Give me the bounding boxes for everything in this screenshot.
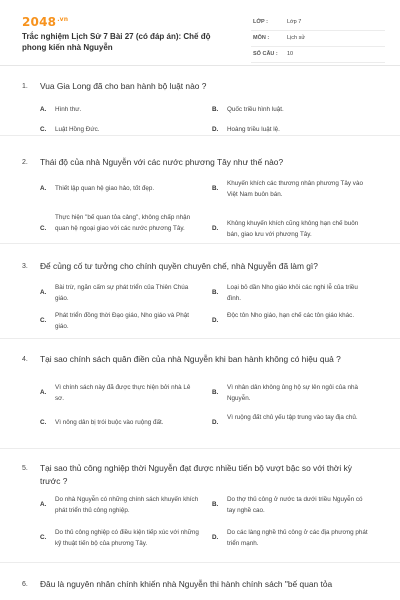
option-letter: A.: [40, 389, 47, 396]
option-letter: C.: [40, 534, 47, 541]
option-d[interactable]: [212, 218, 382, 240]
logo-text: 2048: [22, 15, 57, 29]
question-label: Đâu là nguyên nhân chính khiến nhà Nguyễn thi hành chính sách "bế quan tỏa: [40, 579, 333, 589]
site-logo[interactable]: [22, 15, 68, 29]
question-number: 6.: [22, 581, 28, 588]
logo-suffix: .vn: [57, 16, 69, 23]
option-a[interactable]: [40, 382, 200, 404]
option-d[interactable]: [212, 310, 382, 332]
option-text: Vì chính sách này đã được thực hiện bởi nhà Lê sơ.: [55, 384, 191, 402]
question-item: [0, 136, 400, 244]
option-letter: C.: [40, 225, 47, 232]
question-label: Tại sao chính sách quân điền của nhà Nguyễn khi ban hành không có hiệu quả ?: [40, 354, 341, 364]
option-letter: D.: [212, 317, 219, 324]
option-b[interactable]: [212, 178, 382, 200]
option-b[interactable]: [212, 494, 382, 516]
option-text: Hoàng triều luật lệ.: [227, 126, 280, 133]
option-a[interactable]: [40, 282, 200, 304]
question-item: [0, 66, 400, 136]
option-c[interactable]: [40, 124, 190, 135]
question-text: [0, 156, 400, 169]
question-number: 5.: [22, 465, 28, 472]
option-text: Do nhà Nguyễn có những chính sách khuyến khích phát triển thủ công nghiệp.: [55, 496, 199, 514]
question-label: Để củng cố tư tưởng cho chính quyền chuyên chế, nhà Nguyễn đã làm gì?: [40, 261, 318, 271]
option-a[interactable]: [40, 494, 200, 516]
meta-table: [251, 15, 385, 63]
option-text: Không khuyến khích cũng không hạn chế buôn bán, giao lưu với phương Tây.: [227, 220, 359, 238]
option-a[interactable]: [40, 104, 190, 115]
option-text: Do các làng nghề thủ công ở các địa phương phát triển mạnh.: [227, 529, 368, 547]
option-b[interactable]: [212, 104, 382, 115]
option-a[interactable]: [40, 183, 200, 194]
question-item: [0, 244, 400, 339]
page-title: Trắc nghiệm Lịch Sử 7 Bài 27 (có đáp án): Chế độ phong kiến nhà Nguyễn: [22, 32, 211, 52]
option-letter: B.: [212, 289, 219, 296]
option-text: Hình thư.: [55, 106, 82, 113]
question-text: [0, 260, 400, 273]
option-text: Bài trừ, ngăn cấm sự phát triển của Thiên Chúa giáo.: [55, 284, 189, 302]
meta-value: Lịch sử: [287, 35, 306, 41]
meta-row-class: [251, 15, 385, 31]
question-label: Thái độ của nhà Nguyễn với các nước phương Tây như thế nào?: [40, 157, 284, 167]
question-text: [0, 578, 400, 591]
question-label: Tại sao thủ công nghiệp thời Nguyễn đạt được nhiều tiến bộ vượt bậc so với thời kỳ trước ?: [40, 463, 352, 486]
meta-row-count: [251, 47, 385, 63]
option-text: Do thợ thủ công ở nước ta dưới triều Nguyễn có tay nghề cao.: [227, 496, 363, 514]
option-text: Phát triển đồng thời Đạo giáo, Nho giáo và Phật giáo.: [55, 312, 190, 330]
option-letter: B.: [212, 389, 219, 396]
option-text: Vì nông dân bị trói buộc vào ruộng đất.: [55, 419, 164, 426]
option-letter: A.: [40, 185, 47, 192]
page-header: [0, 0, 400, 66]
option-text: Vì ruộng đất chủ yếu tập trung vào tay địa chủ.: [227, 414, 358, 421]
option-letter: C.: [40, 419, 47, 426]
meta-value: Lớp 7: [287, 19, 302, 25]
option-b[interactable]: [212, 282, 382, 304]
option-text: Luật Hồng Đức.: [55, 126, 100, 133]
option-text: Do thủ công nghiệp có điều kiện tiếp xúc với những kỹ thuật tiến bộ của phương Tây.: [55, 529, 199, 547]
option-d[interactable]: [212, 527, 382, 549]
option-letter: A.: [40, 501, 47, 508]
question-text: [0, 353, 400, 366]
meta-row-subject: [251, 31, 385, 47]
option-letter: B.: [212, 106, 219, 113]
option-text: Thiết lập quan hệ giao hảo, tốt đẹp.: [55, 185, 155, 192]
question-item: [0, 563, 400, 600]
meta-value: 10: [287, 51, 294, 57]
meta-key: LỚP :: [253, 19, 268, 25]
option-letter: C.: [40, 317, 47, 324]
question-number: 4.: [22, 356, 28, 363]
option-text: Độc tôn Nho giáo, hạn chế các tôn giáo khác.: [227, 312, 355, 319]
option-text: Thực hiện "bế quan tỏa cảng", không chấp nhận quan hệ ngoại giao với các nước phương Tây.: [55, 214, 191, 232]
question-text: [0, 80, 400, 93]
meta-key: SỐ CÂU :: [253, 51, 278, 57]
question-list: [0, 66, 400, 600]
option-text: Vì nhân dân không ủng hộ sự lên ngôi của nhà Nguyễn.: [227, 384, 358, 402]
option-c[interactable]: [40, 417, 200, 428]
option-letter: D.: [212, 534, 219, 541]
option-letter: C.: [40, 126, 47, 133]
option-letter: A.: [40, 289, 47, 296]
option-letter: B.: [212, 501, 219, 508]
option-text: Khuyến khích các thương nhân phương Tây vào Việt Nam buôn bán.: [227, 180, 363, 198]
meta-key: MÔN :: [253, 35, 270, 41]
option-c[interactable]: [40, 212, 200, 245]
option-letter: D.: [212, 126, 219, 133]
option-c[interactable]: [40, 310, 200, 332]
option-letter: D.: [212, 419, 219, 426]
option-d[interactable]: [212, 124, 382, 135]
question-item: [0, 339, 400, 449]
option-letter: A.: [40, 106, 47, 113]
question-text: [0, 462, 390, 488]
option-d[interactable]: [212, 412, 382, 434]
option-text: Quốc triều hình luật.: [227, 106, 284, 113]
option-b[interactable]: [212, 382, 382, 404]
question-label: Vua Gia Long đã cho ban hành bộ luật nào ?: [40, 81, 207, 91]
option-text: Loại bỏ dần Nho giáo khỏi các nghi lễ của triều đình.: [227, 284, 358, 302]
option-letter: D.: [212, 225, 219, 232]
question-number: 2.: [22, 159, 28, 166]
option-letter: B.: [212, 185, 219, 192]
question-item: [0, 449, 400, 563]
question-number: 3.: [22, 263, 28, 270]
option-c[interactable]: [40, 527, 200, 549]
question-number: 1.: [22, 83, 28, 90]
